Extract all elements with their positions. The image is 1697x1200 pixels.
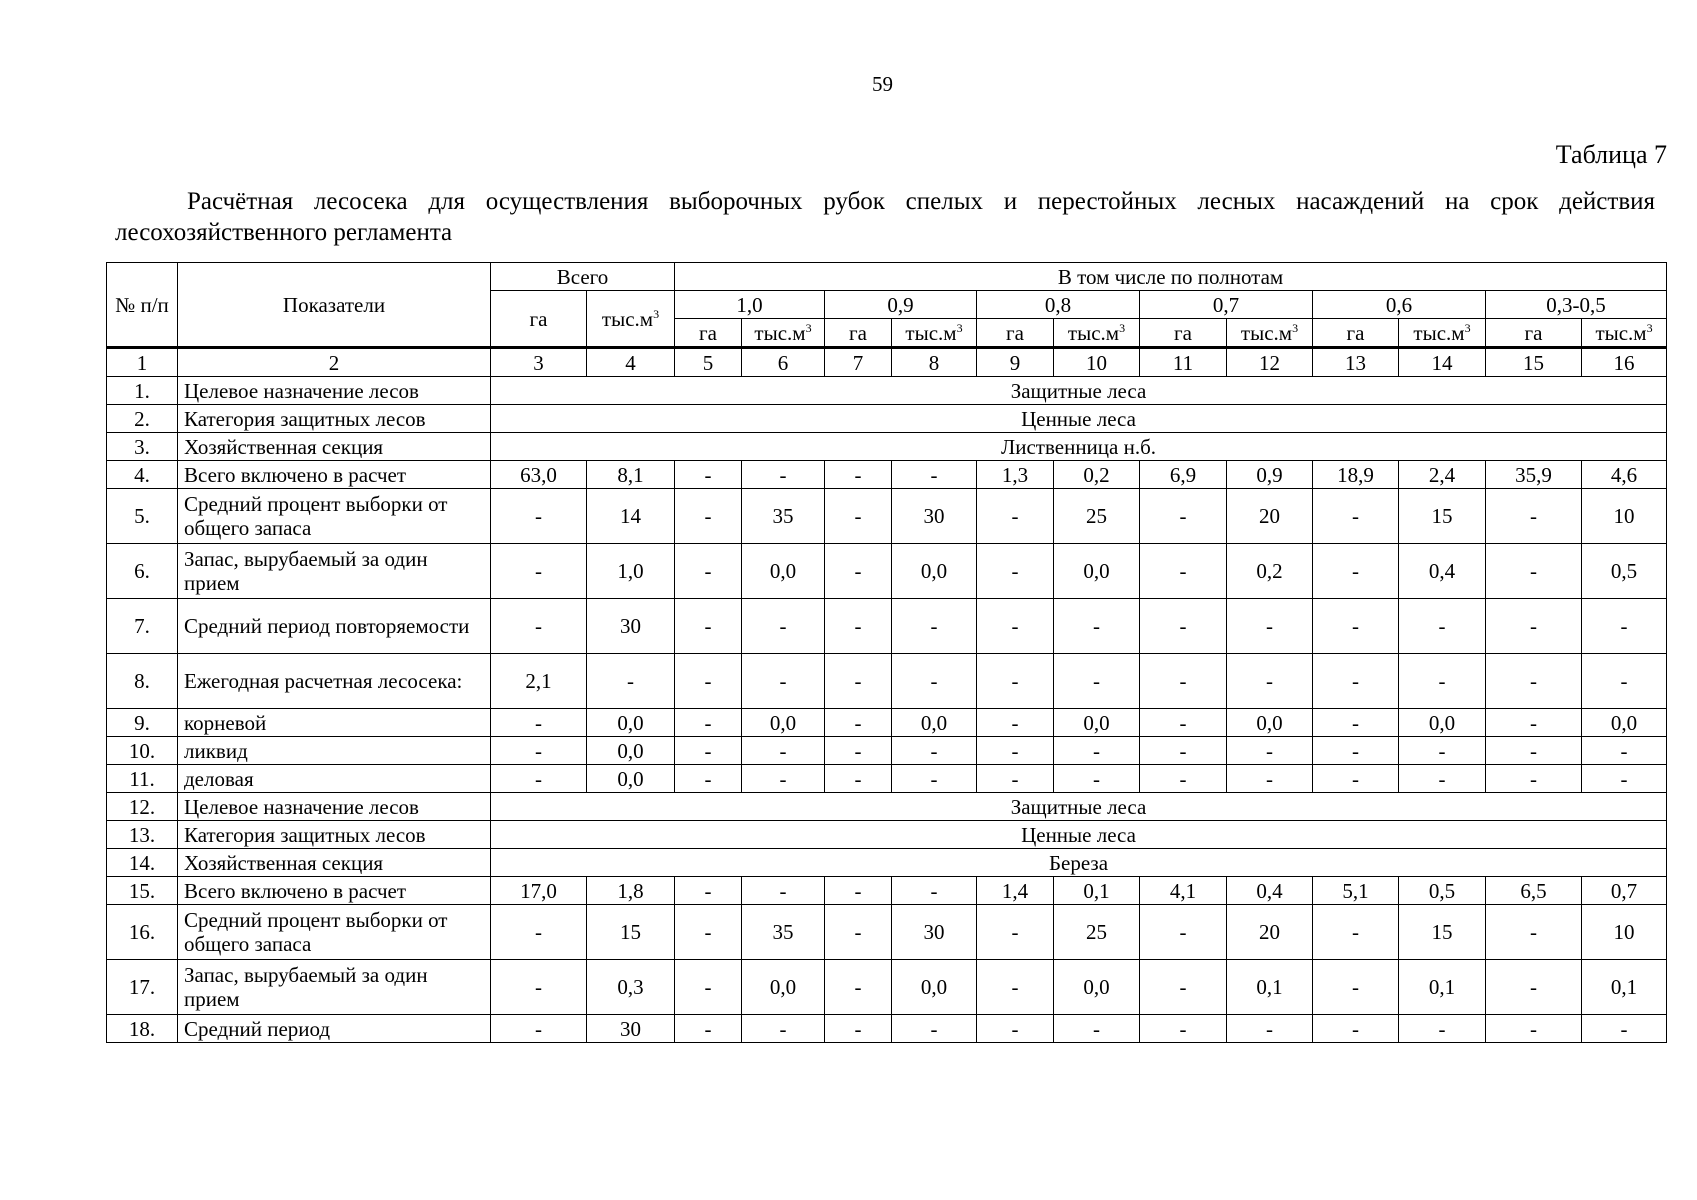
table-cell: 4,1 bbox=[1140, 877, 1227, 905]
row-span-value: Защитные леса bbox=[491, 377, 1667, 405]
table-cell: - bbox=[491, 489, 587, 544]
row-indicator: Всего включено в расчет bbox=[178, 877, 491, 905]
table-cell: - bbox=[1399, 599, 1486, 654]
table-cell: - bbox=[977, 960, 1054, 1015]
table-cell: - bbox=[977, 709, 1054, 737]
table-cell: 2,4 bbox=[1399, 461, 1486, 489]
table-cell: - bbox=[675, 877, 742, 905]
row-number: 16. bbox=[107, 905, 178, 960]
row-indicator: Целевое назначение лесов bbox=[178, 793, 491, 821]
row-indicator: деловая bbox=[178, 765, 491, 793]
table-cell: 0,0 bbox=[587, 709, 675, 737]
header-total: Всего bbox=[491, 263, 675, 291]
row-number: 11. bbox=[107, 765, 178, 793]
column-index: 11 bbox=[1140, 348, 1227, 377]
table-row bbox=[107, 793, 1667, 821]
header-unit-ha: га bbox=[1486, 319, 1582, 348]
table-cell: - bbox=[675, 1015, 742, 1043]
table-cell: - bbox=[491, 905, 587, 960]
table-cell: - bbox=[675, 599, 742, 654]
table-cell: - bbox=[1313, 654, 1399, 709]
table-cell: 25 bbox=[1054, 905, 1140, 960]
table-cell: 1,8 bbox=[587, 877, 675, 905]
table-cell: - bbox=[1140, 765, 1227, 793]
table-row bbox=[107, 599, 1667, 654]
table-cell: - bbox=[1582, 599, 1667, 654]
estimated-cutting-area-table bbox=[106, 262, 1667, 1043]
table-cell: - bbox=[977, 599, 1054, 654]
column-index: 15 bbox=[1486, 348, 1582, 377]
table-cell: 0,0 bbox=[1399, 709, 1486, 737]
column-index-row bbox=[107, 348, 1667, 377]
column-index: 16 bbox=[1582, 348, 1667, 377]
row-number: 3. bbox=[107, 433, 178, 461]
table-caption: Расчётная лесосека для осуществления выборочных рубок спелых и перестойных лесных насаждений на срок действия лесохозяйственного регламента bbox=[115, 188, 1655, 246]
table-row bbox=[107, 405, 1667, 433]
table-cell: 0,9 bbox=[1227, 461, 1313, 489]
table-row bbox=[107, 433, 1667, 461]
table-cell: 10 bbox=[1582, 489, 1667, 544]
header-unit-volume: $тыс.м^3$ bbox=[1227, 319, 1313, 348]
table-cell: - bbox=[742, 461, 825, 489]
table-cell: - bbox=[491, 960, 587, 1015]
table-cell: 0,0 bbox=[892, 960, 977, 1015]
table-cell: - bbox=[892, 654, 977, 709]
table-cell: 0,5 bbox=[1399, 877, 1486, 905]
table-cell: - bbox=[1313, 737, 1399, 765]
table-cell: - bbox=[1486, 737, 1582, 765]
column-index: 2 bbox=[178, 348, 491, 377]
table-cell: - bbox=[1313, 544, 1399, 599]
row-indicator: Категория защитных лесов bbox=[178, 821, 491, 849]
table-cell: 0,0 bbox=[742, 960, 825, 1015]
table-cell: - bbox=[825, 654, 892, 709]
row-indicator: Запас, вырубаемый за один прием bbox=[178, 544, 491, 599]
table-cell: - bbox=[1399, 654, 1486, 709]
header-unit-volume: $тыс.м^3$ bbox=[1399, 319, 1486, 348]
row-span-value: Ценные леса bbox=[491, 821, 1667, 849]
table-cell: 25 bbox=[1054, 489, 1140, 544]
table-cell: - bbox=[1486, 544, 1582, 599]
column-index: 7 bbox=[825, 348, 892, 377]
table-cell: 0,0 bbox=[1054, 960, 1140, 1015]
table-cell: - bbox=[1486, 654, 1582, 709]
table-cell: - bbox=[1313, 960, 1399, 1015]
table-cell: - bbox=[892, 1015, 977, 1043]
table-cell: - bbox=[977, 489, 1054, 544]
table-cell: - bbox=[977, 1015, 1054, 1043]
row-number: 6. bbox=[107, 544, 178, 599]
header-unit-volume: $тыс.м^3$ bbox=[1054, 319, 1140, 348]
table-row bbox=[107, 544, 1667, 599]
table-cell: 17,0 bbox=[491, 877, 587, 905]
table-cell: - bbox=[825, 905, 892, 960]
table-cell: 15 bbox=[1399, 489, 1486, 544]
header-density-6: 0,3-0,5 bbox=[1486, 291, 1667, 319]
table-cell: - bbox=[1399, 765, 1486, 793]
row-number: 14. bbox=[107, 849, 178, 877]
row-span-value: Защитные леса bbox=[491, 793, 1667, 821]
table-cell: - bbox=[1313, 1015, 1399, 1043]
table-cell: - bbox=[825, 544, 892, 599]
row-indicator: Хозяйственная секция bbox=[178, 433, 491, 461]
header-total-ha: га bbox=[491, 291, 587, 348]
table-cell: - bbox=[1313, 489, 1399, 544]
column-index: 12 bbox=[1227, 348, 1313, 377]
table-cell: - bbox=[892, 877, 977, 905]
row-number: 4. bbox=[107, 461, 178, 489]
table-row bbox=[107, 1015, 1667, 1043]
table-cell: - bbox=[825, 960, 892, 1015]
table-cell: 35 bbox=[742, 489, 825, 544]
header-num: № п/п bbox=[107, 263, 178, 348]
table-cell: - bbox=[1227, 599, 1313, 654]
row-indicator: Запас, вырубаемый за один прием bbox=[178, 960, 491, 1015]
table-row bbox=[107, 905, 1667, 960]
table-cell: - bbox=[1486, 765, 1582, 793]
row-indicator: Средний процент выборки от общего запаса bbox=[178, 489, 491, 544]
table-cell: 0,2 bbox=[1227, 544, 1313, 599]
table-cell: 1,3 bbox=[977, 461, 1054, 489]
row-indicator: Целевое назначение лесов bbox=[178, 377, 491, 405]
table-cell: - bbox=[825, 599, 892, 654]
row-indicator: Средний период bbox=[178, 1015, 491, 1043]
table-cell: - bbox=[1140, 737, 1227, 765]
table-cell: - bbox=[675, 737, 742, 765]
table-cell: 0,0 bbox=[1227, 709, 1313, 737]
table-cell: - bbox=[825, 1015, 892, 1043]
table-cell: 0,0 bbox=[1054, 709, 1140, 737]
row-number: 1. bbox=[107, 377, 178, 405]
table-cell: - bbox=[491, 737, 587, 765]
table-cell: - bbox=[825, 489, 892, 544]
header-unit-ha: га bbox=[675, 319, 742, 348]
table-cell: - bbox=[742, 654, 825, 709]
table-row bbox=[107, 849, 1667, 877]
table-row bbox=[107, 709, 1667, 737]
header-unit-volume: $тыс.м^3$ bbox=[1582, 319, 1667, 348]
table-cell: 20 bbox=[1227, 489, 1313, 544]
table-cell: 4,6 bbox=[1582, 461, 1667, 489]
header-unit-volume: $тыс.м^3$ bbox=[742, 319, 825, 348]
table-cell: - bbox=[892, 737, 977, 765]
table-row bbox=[107, 877, 1667, 905]
row-number: 2. bbox=[107, 405, 178, 433]
table-cell: 6,5 bbox=[1486, 877, 1582, 905]
header-unit-ha: га bbox=[825, 319, 892, 348]
table-cell: - bbox=[825, 709, 892, 737]
column-index: 13 bbox=[1313, 348, 1399, 377]
table-cell: - bbox=[1313, 709, 1399, 737]
row-span-value: Лиственница н.б. bbox=[491, 433, 1667, 461]
header-density-3: 0,8 bbox=[977, 291, 1140, 319]
table-cell: - bbox=[491, 1015, 587, 1043]
column-index: 14 bbox=[1399, 348, 1486, 377]
table-cell: - bbox=[1140, 1015, 1227, 1043]
header-density-4: 0,7 bbox=[1140, 291, 1313, 319]
table-cell: - bbox=[1486, 905, 1582, 960]
table-cell: - bbox=[1054, 599, 1140, 654]
table-cell: - bbox=[977, 544, 1054, 599]
table-cell: - bbox=[1140, 709, 1227, 737]
table-cell: - bbox=[1054, 1015, 1140, 1043]
table-cell: - bbox=[1054, 737, 1140, 765]
table-cell: 1,4 bbox=[977, 877, 1054, 905]
table-cell: - bbox=[1486, 960, 1582, 1015]
table-cell: 0,2 bbox=[1054, 461, 1140, 489]
table-cell: - bbox=[1486, 599, 1582, 654]
row-number: 10. bbox=[107, 737, 178, 765]
table-cell: 1,0 bbox=[587, 544, 675, 599]
table-cell: - bbox=[1582, 1015, 1667, 1043]
table-cell: - bbox=[675, 654, 742, 709]
table-cell: - bbox=[675, 709, 742, 737]
table-row bbox=[107, 461, 1667, 489]
table-cell: 0,3 bbox=[587, 960, 675, 1015]
header-density-5: 0,6 bbox=[1313, 291, 1486, 319]
table-cell: - bbox=[675, 960, 742, 1015]
table-cell: - bbox=[1227, 1015, 1313, 1043]
table-cell: - bbox=[892, 599, 977, 654]
header-density-2: 0,9 bbox=[825, 291, 977, 319]
column-index: 4 bbox=[587, 348, 675, 377]
header-density-1: 1,0 bbox=[675, 291, 825, 319]
header-unit-ha: га bbox=[977, 319, 1054, 348]
table-row bbox=[107, 654, 1667, 709]
table-cell: 0,5 bbox=[1582, 544, 1667, 599]
table-row bbox=[107, 821, 1667, 849]
table-cell: 0,1 bbox=[1582, 960, 1667, 1015]
table-cell: 35,9 bbox=[1486, 461, 1582, 489]
row-indicator: ликвид bbox=[178, 737, 491, 765]
row-number: 18. bbox=[107, 1015, 178, 1043]
table-cell: - bbox=[892, 765, 977, 793]
column-index: 5 bbox=[675, 348, 742, 377]
table-cell: - bbox=[977, 765, 1054, 793]
row-indicator: Всего включено в расчет bbox=[178, 461, 491, 489]
table-cell: - bbox=[1140, 544, 1227, 599]
table-cell: - bbox=[1054, 765, 1140, 793]
table-cell: 0,4 bbox=[1227, 877, 1313, 905]
row-indicator: Средний процент выборки от общего запаса bbox=[178, 905, 491, 960]
table-cell: - bbox=[1313, 765, 1399, 793]
table-cell: - bbox=[892, 461, 977, 489]
header-by-density: В том числе по полнотам bbox=[675, 263, 1667, 291]
table-cell: 0,0 bbox=[742, 709, 825, 737]
column-index: 8 bbox=[892, 348, 977, 377]
header-total-volume: $тыс.м^3$ bbox=[587, 291, 675, 348]
row-number: 17. bbox=[107, 960, 178, 1015]
table-cell: 5,1 bbox=[1313, 877, 1399, 905]
column-index: 9 bbox=[977, 348, 1054, 377]
table-cell: - bbox=[742, 1015, 825, 1043]
page-number: 59 bbox=[872, 72, 893, 96]
table-cell: 6,9 bbox=[1140, 461, 1227, 489]
table-cell: - bbox=[675, 905, 742, 960]
row-number: 13. bbox=[107, 821, 178, 849]
header-indicators: Показатели bbox=[178, 263, 491, 348]
table-cell: - bbox=[825, 765, 892, 793]
column-index: 1 bbox=[107, 348, 178, 377]
column-index: 3 bbox=[491, 348, 587, 377]
table-cell: 0,0 bbox=[742, 544, 825, 599]
table-cell: - bbox=[1486, 1015, 1582, 1043]
table-cell: 0,0 bbox=[587, 765, 675, 793]
table-cell: 18,9 bbox=[1313, 461, 1399, 489]
row-span-value: Береза bbox=[491, 849, 1667, 877]
header-unit-ha: га bbox=[1313, 319, 1399, 348]
table-cell: - bbox=[675, 461, 742, 489]
row-indicator: Ежегодная расчетная лесосека: bbox=[178, 654, 491, 709]
table-cell: - bbox=[742, 737, 825, 765]
table-cell: - bbox=[491, 709, 587, 737]
row-number: 8. bbox=[107, 654, 178, 709]
table-cell: - bbox=[1054, 654, 1140, 709]
table-cell: 15 bbox=[587, 905, 675, 960]
table-cell: 10 bbox=[1582, 905, 1667, 960]
table-cell: - bbox=[977, 654, 1054, 709]
table-row bbox=[107, 737, 1667, 765]
table-cell: - bbox=[825, 877, 892, 905]
table-cell: 20 bbox=[1227, 905, 1313, 960]
table-cell: - bbox=[742, 765, 825, 793]
table-cell: - bbox=[491, 599, 587, 654]
table-cell: 0,0 bbox=[1582, 709, 1667, 737]
table-row bbox=[107, 489, 1667, 544]
table-cell: - bbox=[491, 544, 587, 599]
table-cell: 0,1 bbox=[1399, 960, 1486, 1015]
row-number: 9. bbox=[107, 709, 178, 737]
table-cell: - bbox=[742, 599, 825, 654]
row-indicator: корневой bbox=[178, 709, 491, 737]
table-cell: 0,1 bbox=[1227, 960, 1313, 1015]
row-number: 15. bbox=[107, 877, 178, 905]
row-number: 12. bbox=[107, 793, 178, 821]
table-cell: 0,1 bbox=[1054, 877, 1140, 905]
row-indicator: Средний период повторяемости bbox=[178, 599, 491, 654]
table-label: Таблица 7 bbox=[1555, 140, 1667, 169]
table-cell: 0,0 bbox=[587, 737, 675, 765]
table-cell: - bbox=[675, 489, 742, 544]
table-cell: - bbox=[491, 765, 587, 793]
table-cell: - bbox=[1582, 765, 1667, 793]
table-cell: - bbox=[742, 877, 825, 905]
table-row bbox=[107, 377, 1667, 405]
table-cell: 15 bbox=[1399, 905, 1486, 960]
column-index: 6 bbox=[742, 348, 825, 377]
row-span-value: Ценные леса bbox=[491, 405, 1667, 433]
table-cell: 63,0 bbox=[491, 461, 587, 489]
table-cell: 30 bbox=[892, 905, 977, 960]
table-cell: - bbox=[825, 461, 892, 489]
table-cell: - bbox=[1313, 599, 1399, 654]
table-cell: - bbox=[1227, 654, 1313, 709]
table-cell: - bbox=[977, 737, 1054, 765]
table-cell: 30 bbox=[587, 1015, 675, 1043]
table-cell: - bbox=[1313, 905, 1399, 960]
table-cell: - bbox=[675, 765, 742, 793]
table-cell: - bbox=[1140, 905, 1227, 960]
table-cell: - bbox=[1140, 960, 1227, 1015]
table-cell: - bbox=[825, 737, 892, 765]
table-cell: - bbox=[1140, 489, 1227, 544]
table-cell: 30 bbox=[587, 599, 675, 654]
table-cell: - bbox=[675, 544, 742, 599]
table-cell: - bbox=[1140, 599, 1227, 654]
table-cell: - bbox=[1399, 737, 1486, 765]
table-row bbox=[107, 765, 1667, 793]
header-unit-volume: $тыс.м^3$ bbox=[892, 319, 977, 348]
table-cell: - bbox=[1227, 737, 1313, 765]
table-cell: - bbox=[1582, 737, 1667, 765]
table-cell: - bbox=[1582, 654, 1667, 709]
table-cell: - bbox=[1399, 1015, 1486, 1043]
table-cell: 0,0 bbox=[1054, 544, 1140, 599]
table-cell: 14 bbox=[587, 489, 675, 544]
table-cell: 0,7 bbox=[1582, 877, 1667, 905]
table-cell: 30 bbox=[892, 489, 977, 544]
table-cell: - bbox=[587, 654, 675, 709]
table-cell: 2,1 bbox=[491, 654, 587, 709]
row-indicator: Хозяйственная секция bbox=[178, 849, 491, 877]
table-row bbox=[107, 960, 1667, 1015]
table-cell: - bbox=[1486, 709, 1582, 737]
table-cell: 0,0 bbox=[892, 544, 977, 599]
table-cell: 0,0 bbox=[892, 709, 977, 737]
table-cell: - bbox=[1140, 654, 1227, 709]
table-cell: 8,1 bbox=[587, 461, 675, 489]
header-unit-ha: га bbox=[1140, 319, 1227, 348]
row-number: 7. bbox=[107, 599, 178, 654]
table-cell: - bbox=[977, 905, 1054, 960]
row-indicator: Категория защитных лесов bbox=[178, 405, 491, 433]
column-index: 10 bbox=[1054, 348, 1140, 377]
table-cell: 35 bbox=[742, 905, 825, 960]
row-number: 5. bbox=[107, 489, 178, 544]
table-cell: - bbox=[1227, 765, 1313, 793]
table-cell: 0,4 bbox=[1399, 544, 1486, 599]
table-cell: - bbox=[1486, 489, 1582, 544]
